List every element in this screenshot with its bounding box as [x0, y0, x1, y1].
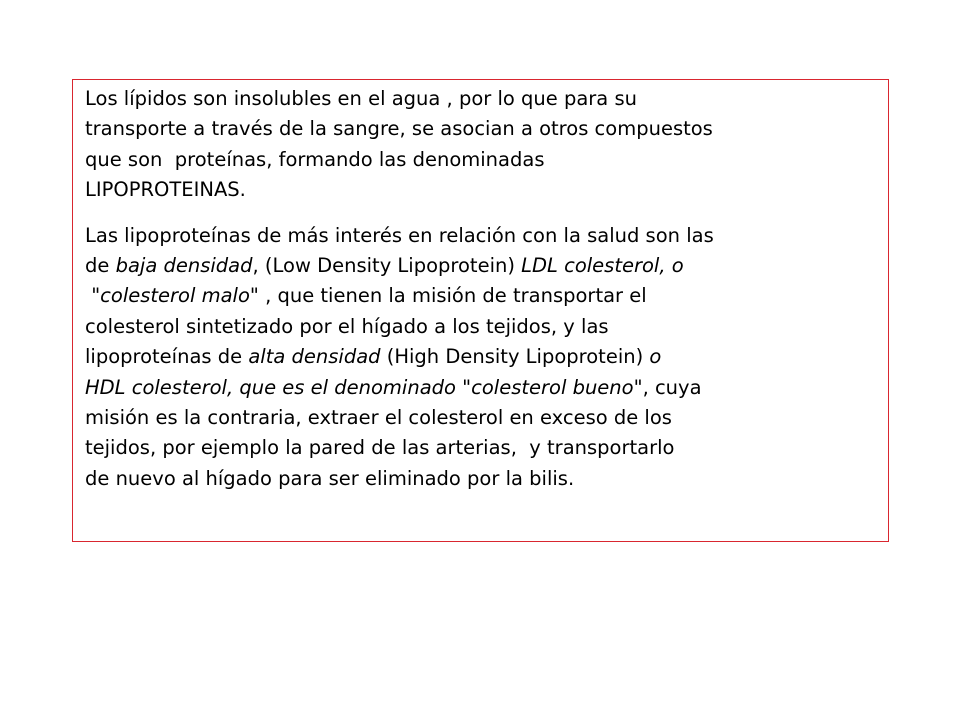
text-box	[72, 79, 889, 542]
text-line	[85, 312, 876, 342]
text-line	[85, 175, 876, 205]
text-line	[85, 403, 876, 433]
text-segment: Las lipoproteínas de más interés en relación con la salud son las	[85, 223, 714, 247]
text-segment: (High Density Lipoprotein)	[380, 345, 650, 369]
paragraph	[85, 221, 876, 495]
text-line	[85, 433, 876, 463]
text-segment: , cuya	[642, 375, 702, 399]
text-segment: LIPOPROTEINAS.	[85, 178, 246, 202]
text-segment: de nuevo al hígado para ser eliminado por la bilis.	[85, 466, 575, 490]
text-segment: misión es la contraria, extraer el colesterol en exceso de los	[85, 406, 672, 430]
text-segment: que son proteínas, formando las denominadas	[85, 147, 545, 171]
text-segment: de	[85, 254, 116, 278]
italic-text-segment: o	[649, 345, 662, 369]
text-line	[85, 145, 876, 175]
paragraph-spacer	[85, 206, 876, 221]
italic-text-segment: alta densidad	[248, 345, 381, 369]
italic-text-segment: "colesterol malo"	[85, 284, 259, 308]
text-line	[85, 373, 876, 403]
text-line	[85, 251, 876, 281]
italic-text-segment: HDL colesterol, que es el denominado "colesterol bueno"	[85, 375, 643, 399]
text-segment: colesterol sintetizado por el hígado a los tejidos, y las	[85, 314, 609, 338]
text-segment: lipoproteínas de	[85, 345, 249, 369]
text-segment: , que tienen la misión de transportar el	[258, 284, 647, 308]
paragraph	[85, 84, 876, 206]
text-line	[85, 281, 876, 311]
text-segment: Los lípidos son insolubles en el agua , por lo que para su	[85, 87, 637, 110]
text-line	[85, 464, 876, 494]
text-segment: transporte a través de la sangre, se asocian a otros compuestos	[85, 117, 713, 141]
italic-text-segment: baja densidad	[115, 254, 253, 278]
text-line	[85, 342, 876, 372]
text-line	[85, 84, 876, 114]
text-line	[85, 221, 876, 251]
text-segment: , (Low Density Lipoprotein)	[252, 254, 522, 278]
italic-text-segment: LDL colesterol, o	[521, 254, 684, 278]
text-segment: tejidos, por ejemplo la pared de las arterias, y transportarlo	[85, 436, 675, 460]
text-line	[85, 114, 876, 144]
